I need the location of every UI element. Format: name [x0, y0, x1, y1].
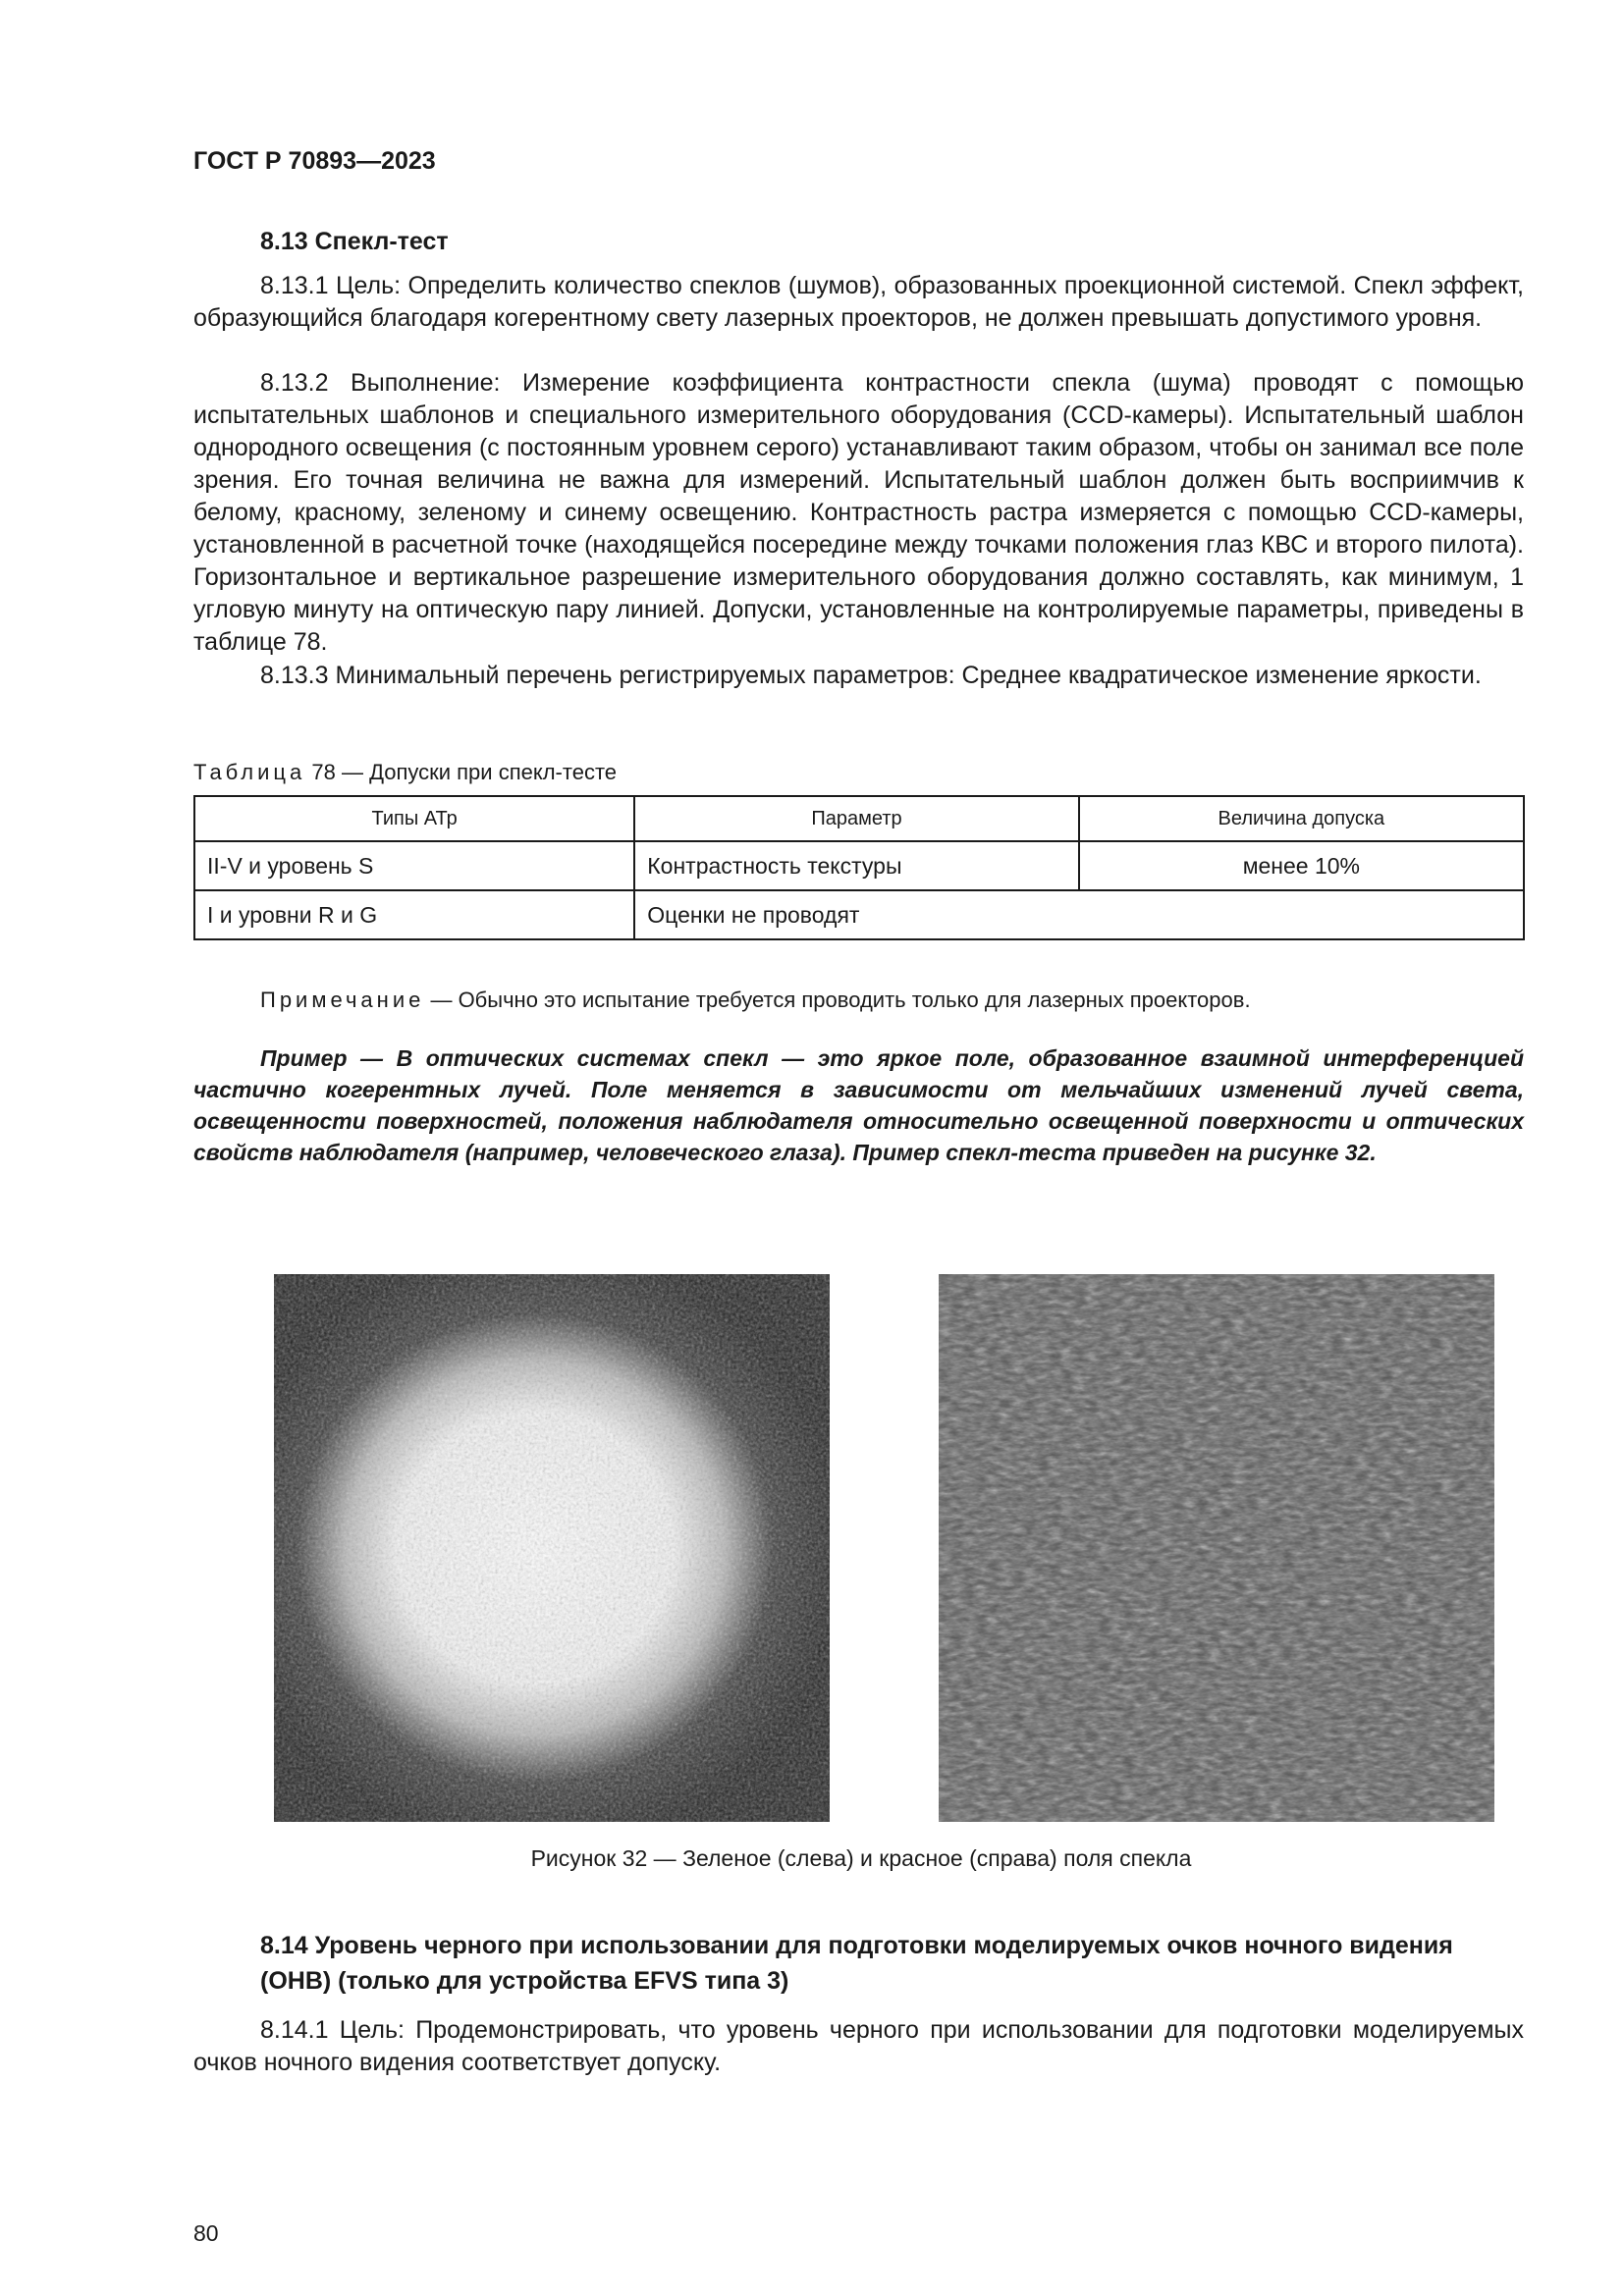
- table-row: [194, 841, 1524, 890]
- table-cell: Оценки не проводят: [634, 890, 1524, 939]
- table-cell: менее 10%: [1079, 841, 1524, 890]
- table-caption-label: Таблица: [193, 760, 306, 784]
- paragraph-8-13-2: 8.13.2 Выполнение: Измерение коэффициента контрастности спекла (шума) проводят с помощью испытательных шаблонов и специального измерительного оборудования (CCD-камеры). Испытательный шаблон однородного освещения (с постоянным уровнем серого) устанавливают таким образом, чтобы он занимал все поле зрения. Его точная величина не важна для измерений. Испытательный шаблон должен быть восприимчив к белому, красному, зеленому и синему освещению. Контрастность растра измеряется с помощью CCD-камеры, установленной в расчетной точке (находящейся посередине между точками положения глаз КВС и второго пилота). Горизонтальное и вертикальное разрешение измерительного оборудования должно составлять, как минимум, 1 угловую минуту на оптическую пару линией. Допуски, установленные на контролируемые параметры, приведены в таблице 78.: [193, 369, 1524, 656]
- table-note: [260, 988, 1251, 1013]
- figure-caption: Рисунок 32 — Зеленое (слева) и красное (справа) поля спекла: [530, 1845, 1192, 1871]
- table-cell: I и уровни R и G: [194, 890, 634, 939]
- table-header-cell: Типы АТр: [194, 796, 634, 841]
- table-caption: [193, 760, 617, 785]
- paragraph-8-13-3: 8.13.3 Минимальный перечень регистрируемых параметров: Среднее квадратическое изменение яркости.: [260, 662, 1482, 689]
- table-caption-title: 78 — Допуски при спекл-тесте: [305, 760, 618, 784]
- page-number: 80: [193, 2220, 219, 2246]
- tolerance-table: [193, 795, 1525, 940]
- table-row: [194, 890, 1524, 939]
- note-label: Примечание: [260, 988, 425, 1012]
- section-heading-8-14: 8.14 Уровень черного при использовании для подготовки моделируемых очков ночного видения (ОНВ) (только для устройства EFVS типа 3): [260, 1932, 1453, 1995]
- table-cell: II-V и уровень S: [194, 841, 634, 890]
- document-code: ГОСТ Р 70893—2023: [193, 147, 436, 175]
- example-paragraph: Пример — В оптических системах спекл — это яркое поле, образованное взаимной интерференцией частично когерентных лучей. Поле меняется в зависимости от мельчайших изменений лучей света, освещенности поверхностей, положения наблюдателя относительно освещенной поверхности и оптических свойств наблюдателя (например, человеческого глаза). Пример спекл-теста приведен на рисунке 32.: [193, 1045, 1524, 1165]
- note-text: — Обычно это испытание требуется проводить только для лазерных проекторов.: [424, 988, 1251, 1012]
- red-speckle-field-image: [939, 1274, 1494, 1822]
- table-cell: Контрастность текстуры: [634, 841, 1078, 890]
- paragraph-8-13-1: 8.13.1 Цель: Определить количество спеклов (шумов), образованных проекционной системой. Спекл эффект, образующийся благодаря когерентному свету лазерных проекторов, не должен превышать допустимого уровня.: [193, 272, 1524, 332]
- table-header-row: [194, 796, 1524, 841]
- table-header-cell: Параметр: [634, 796, 1078, 841]
- green-speckle-field-image: [274, 1274, 830, 1822]
- table-header-cell: Величина допуска: [1079, 796, 1524, 841]
- section-heading-8-13: 8.13 Спекл-тест: [260, 228, 449, 255]
- paragraph-8-14-1: 8.14.1 Цель: Продемонстрировать, что уровень черного при использовании для подготовки моделируемых очков ночного видения соответствует допуску.: [193, 2016, 1524, 2076]
